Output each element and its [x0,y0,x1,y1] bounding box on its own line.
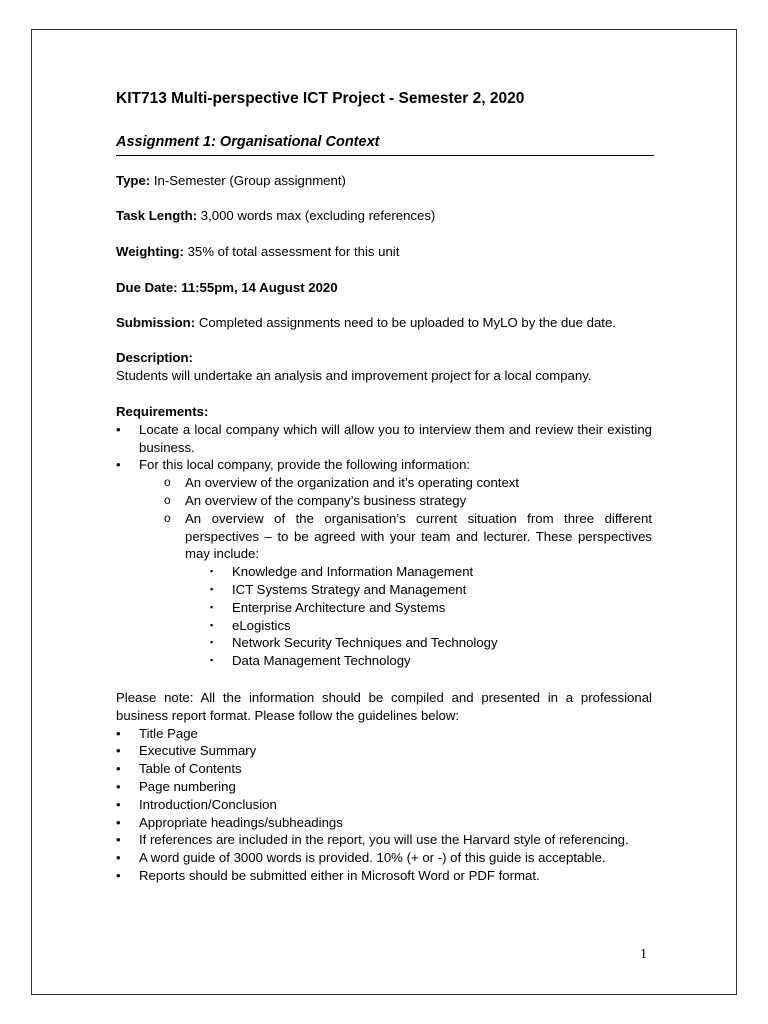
guideline-item [116,867,652,885]
description-section [116,349,652,385]
perspective-text: Data Management Technology [232,653,411,669]
task-length-label: Task Length: [116,208,198,223]
submission-label: Submission: [116,315,196,330]
guideline-text: If references are included in the report, you will use the Harvard style of referencing. [139,832,629,848]
type-field [116,172,346,190]
guideline-text: Table of Contents [139,761,242,777]
overview-item [116,510,652,563]
perspective-text: Enterprise Architecture and Systems [232,599,446,615]
bullet-marker: • [116,457,121,473]
task-length-field [116,207,435,225]
perspective-text: Network Security Techniques and Technology [232,635,498,651]
bullet-marker: • [116,814,121,830]
perspective-text: eLogistics [232,617,291,633]
guideline-text: Page numbering [139,778,236,794]
overview-text: An overview of the organization and it’s operating context [185,475,520,491]
submission-value: Completed assignments need to be uploaded to MyLO by the due date. [198,315,616,330]
guideline-item [116,814,652,832]
square-marker: ▪ [210,566,214,577]
requirement-text: Locate a local company which will allow you to interview them and review their existing business. [139,421,652,455]
overview-item [116,492,652,510]
guideline-item [116,778,652,796]
description-heading: Description: [116,350,193,365]
perspective-item [116,581,652,599]
overview-text: An overview of the company’s business strategy [185,492,467,508]
perspective-item [116,563,652,581]
guidelines-section [116,689,652,885]
guideline-text: A word guide of 3000 words is provided. 10% (+ or -) of this guide is acceptable. [139,850,606,866]
requirement-item [116,456,652,474]
requirements-heading: Requirements: [116,404,209,419]
guideline-item [116,849,652,867]
bullet-marker: • [116,832,121,848]
type-value: In-Semester (Group assignment) [153,173,346,188]
page-number: 1 [640,947,647,962]
guideline-text: Title Page [139,725,198,741]
guideline-item [116,725,652,743]
circle-marker: o [164,475,171,490]
guideline-text: Introduction/Conclusion [139,796,277,812]
square-marker: ▪ [210,637,214,648]
submission-field [116,314,616,332]
bullet-marker: • [116,743,121,759]
overview-item [116,474,652,492]
circle-marker: o [164,510,171,525]
task-length-value: 3,000 words max (excluding references) [200,208,436,223]
bullet-marker: • [116,778,121,794]
guideline-item [116,760,652,778]
perspective-item [116,634,652,652]
overview-text: An overview of the organisation’s current situation from three different perspectives – to be agreed with your team and lecturer. These perspectives may include: [185,510,652,562]
perspective-item [116,617,652,635]
square-marker: ▪ [210,655,214,666]
perspective-item [116,599,652,617]
due-date-text: Due Date: 11:55pm, 14 August 2020 [116,280,338,295]
assignment-subtitle: Assignment 1: Organisational Context [116,134,654,156]
requirements-section [116,403,652,670]
circle-marker: o [164,492,171,507]
guideline-text: Reports should be submitted either in Microsoft Word or PDF format. [139,867,540,883]
guideline-text: Appropriate headings/subheadings [139,814,343,830]
bullet-marker: • [116,761,121,777]
requirement-text: For this local company, provide the following information: [139,457,471,473]
perspective-text: Knowledge and Information Management [232,564,474,580]
weighting-field [116,243,399,261]
bullet-marker: • [116,421,121,437]
requirement-item [116,421,652,457]
square-marker: ▪ [210,619,214,630]
guideline-item [116,742,652,760]
bullet-marker: • [116,725,121,741]
weighting-label: Weighting: [116,244,184,259]
document-title: KIT713 Multi-perspective ICT Project - Semester 2, 2020 [116,90,525,107]
square-marker: ▪ [210,583,214,594]
bullet-marker: • [116,796,121,812]
guideline-item [116,796,652,814]
weighting-value: 35% of total assessment for this unit [187,244,400,259]
bullet-marker: • [116,867,121,883]
bullet-marker: • [116,850,121,866]
due-date-field [116,279,338,297]
guideline-text: Executive Summary [139,743,257,759]
type-label: Type: [116,173,151,188]
perspective-item [116,652,652,670]
description-text: Students will undertake an analysis and improvement project for a local company. [116,367,592,383]
note-text: Please note: All the information should be compiled and presented in a professional business report format. Please follow the guidelines below: [116,690,652,723]
guideline-item [116,831,652,849]
square-marker: ▪ [210,601,214,612]
perspective-text: ICT Systems Strategy and Management [232,581,467,597]
